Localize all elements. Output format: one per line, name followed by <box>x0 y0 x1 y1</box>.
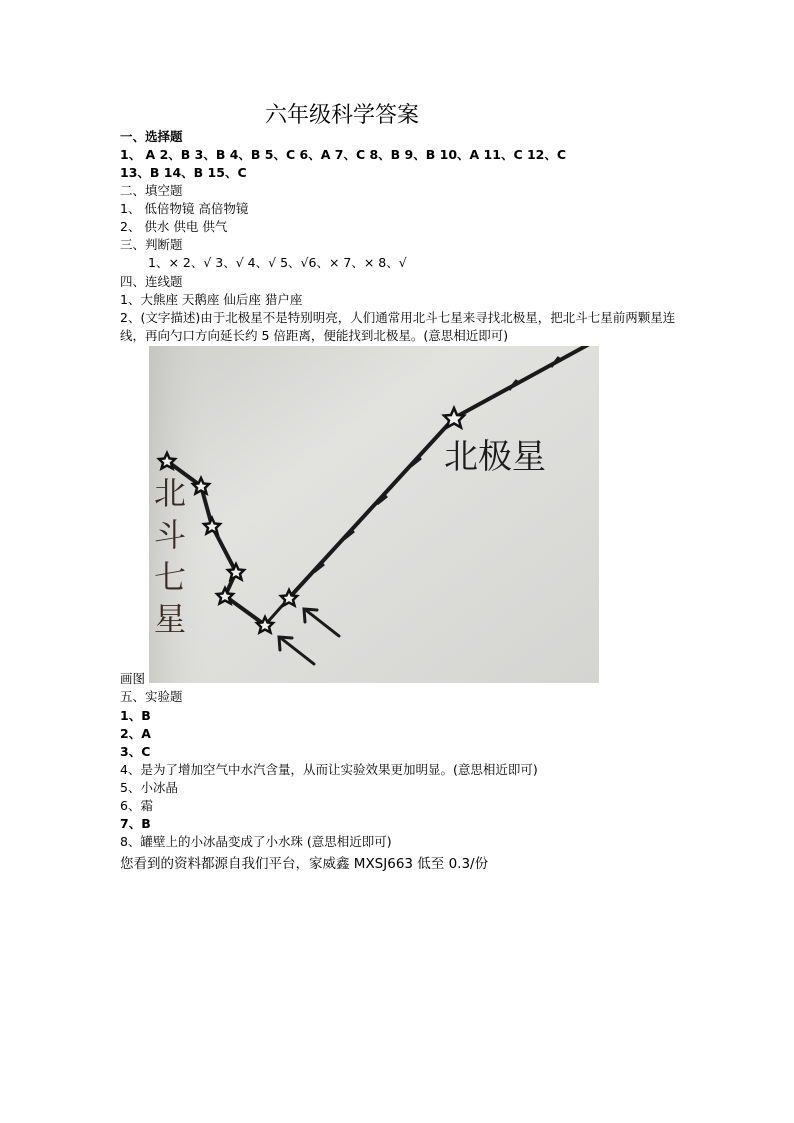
section3-heading: 三、判断题 <box>120 237 183 252</box>
section4-heading: 四、连线题 <box>120 274 183 289</box>
section1-heading: 一、选择题 <box>120 129 183 144</box>
section2-heading: 二、填空题 <box>120 183 183 198</box>
section2-item2: 2、 供水 供电 供气 <box>120 219 228 234</box>
big-dipper-char-4: 星 <box>154 600 187 638</box>
section4-item2: 2、(文字描述)由于北极星不是特别明亮，人们通常用北斗七星来寻找北极星，把北斗七星前两颗星连线，再向勺口方向延长约 5 倍距离，便能找到北极星。(意思相近即可) <box>120 310 676 343</box>
section5-item-8: 8、罐壁上的小冰晶变成了小水珠 (意思相近即可) <box>120 834 392 849</box>
section5-item-1: 1、B <box>120 708 151 723</box>
section5-heading: 五、实验题 <box>120 689 183 704</box>
image-caption: 画图 <box>120 671 146 686</box>
polaris-label: 北极星 <box>444 437 546 477</box>
section5-item-4: 4、是为了增加空气中水汽含量，从而让实验效果更加明显。(意思相近即可) <box>120 762 538 777</box>
section2-item1: 1、 低倍物镜 高倍物镜 <box>120 201 249 216</box>
page-title: 六年级科学答案 <box>265 103 420 128</box>
section5-item-2: 2、A <box>120 726 151 741</box>
big-dipper-polaris-photo <box>149 346 599 683</box>
section1-answers-line2: 13、B 14、B 15、C <box>120 165 247 180</box>
section5-item-6: 6、霜 <box>120 798 153 813</box>
section1-answers-line1: 1、 A 2、B 3、B 4、B 5、C 6、A 7、C 8、B 9、B 10、A 11、C 12、C <box>120 147 567 162</box>
big-dipper-char-2: 斗 <box>154 516 187 554</box>
footer-note: 您看到的资料都源自我们平台，家威鑫 MXSJ663 低至 0.3/份 <box>120 856 489 872</box>
big-dipper-char-3: 七 <box>154 558 187 596</box>
section5-item-5: 5、小冰晶 <box>120 780 178 795</box>
big-dipper-char-1: 北 <box>154 474 187 512</box>
section5-item-7: 7、B <box>120 816 151 831</box>
section3-answers: 1、× 2、√ 3、√ 4、√ 5、√6、× 7、× 8、√ <box>148 255 407 270</box>
section5-item-3: 3、C <box>120 744 151 759</box>
section4-item1: 1、大熊座 天鹅座 仙后座 猎户座 <box>120 292 303 307</box>
